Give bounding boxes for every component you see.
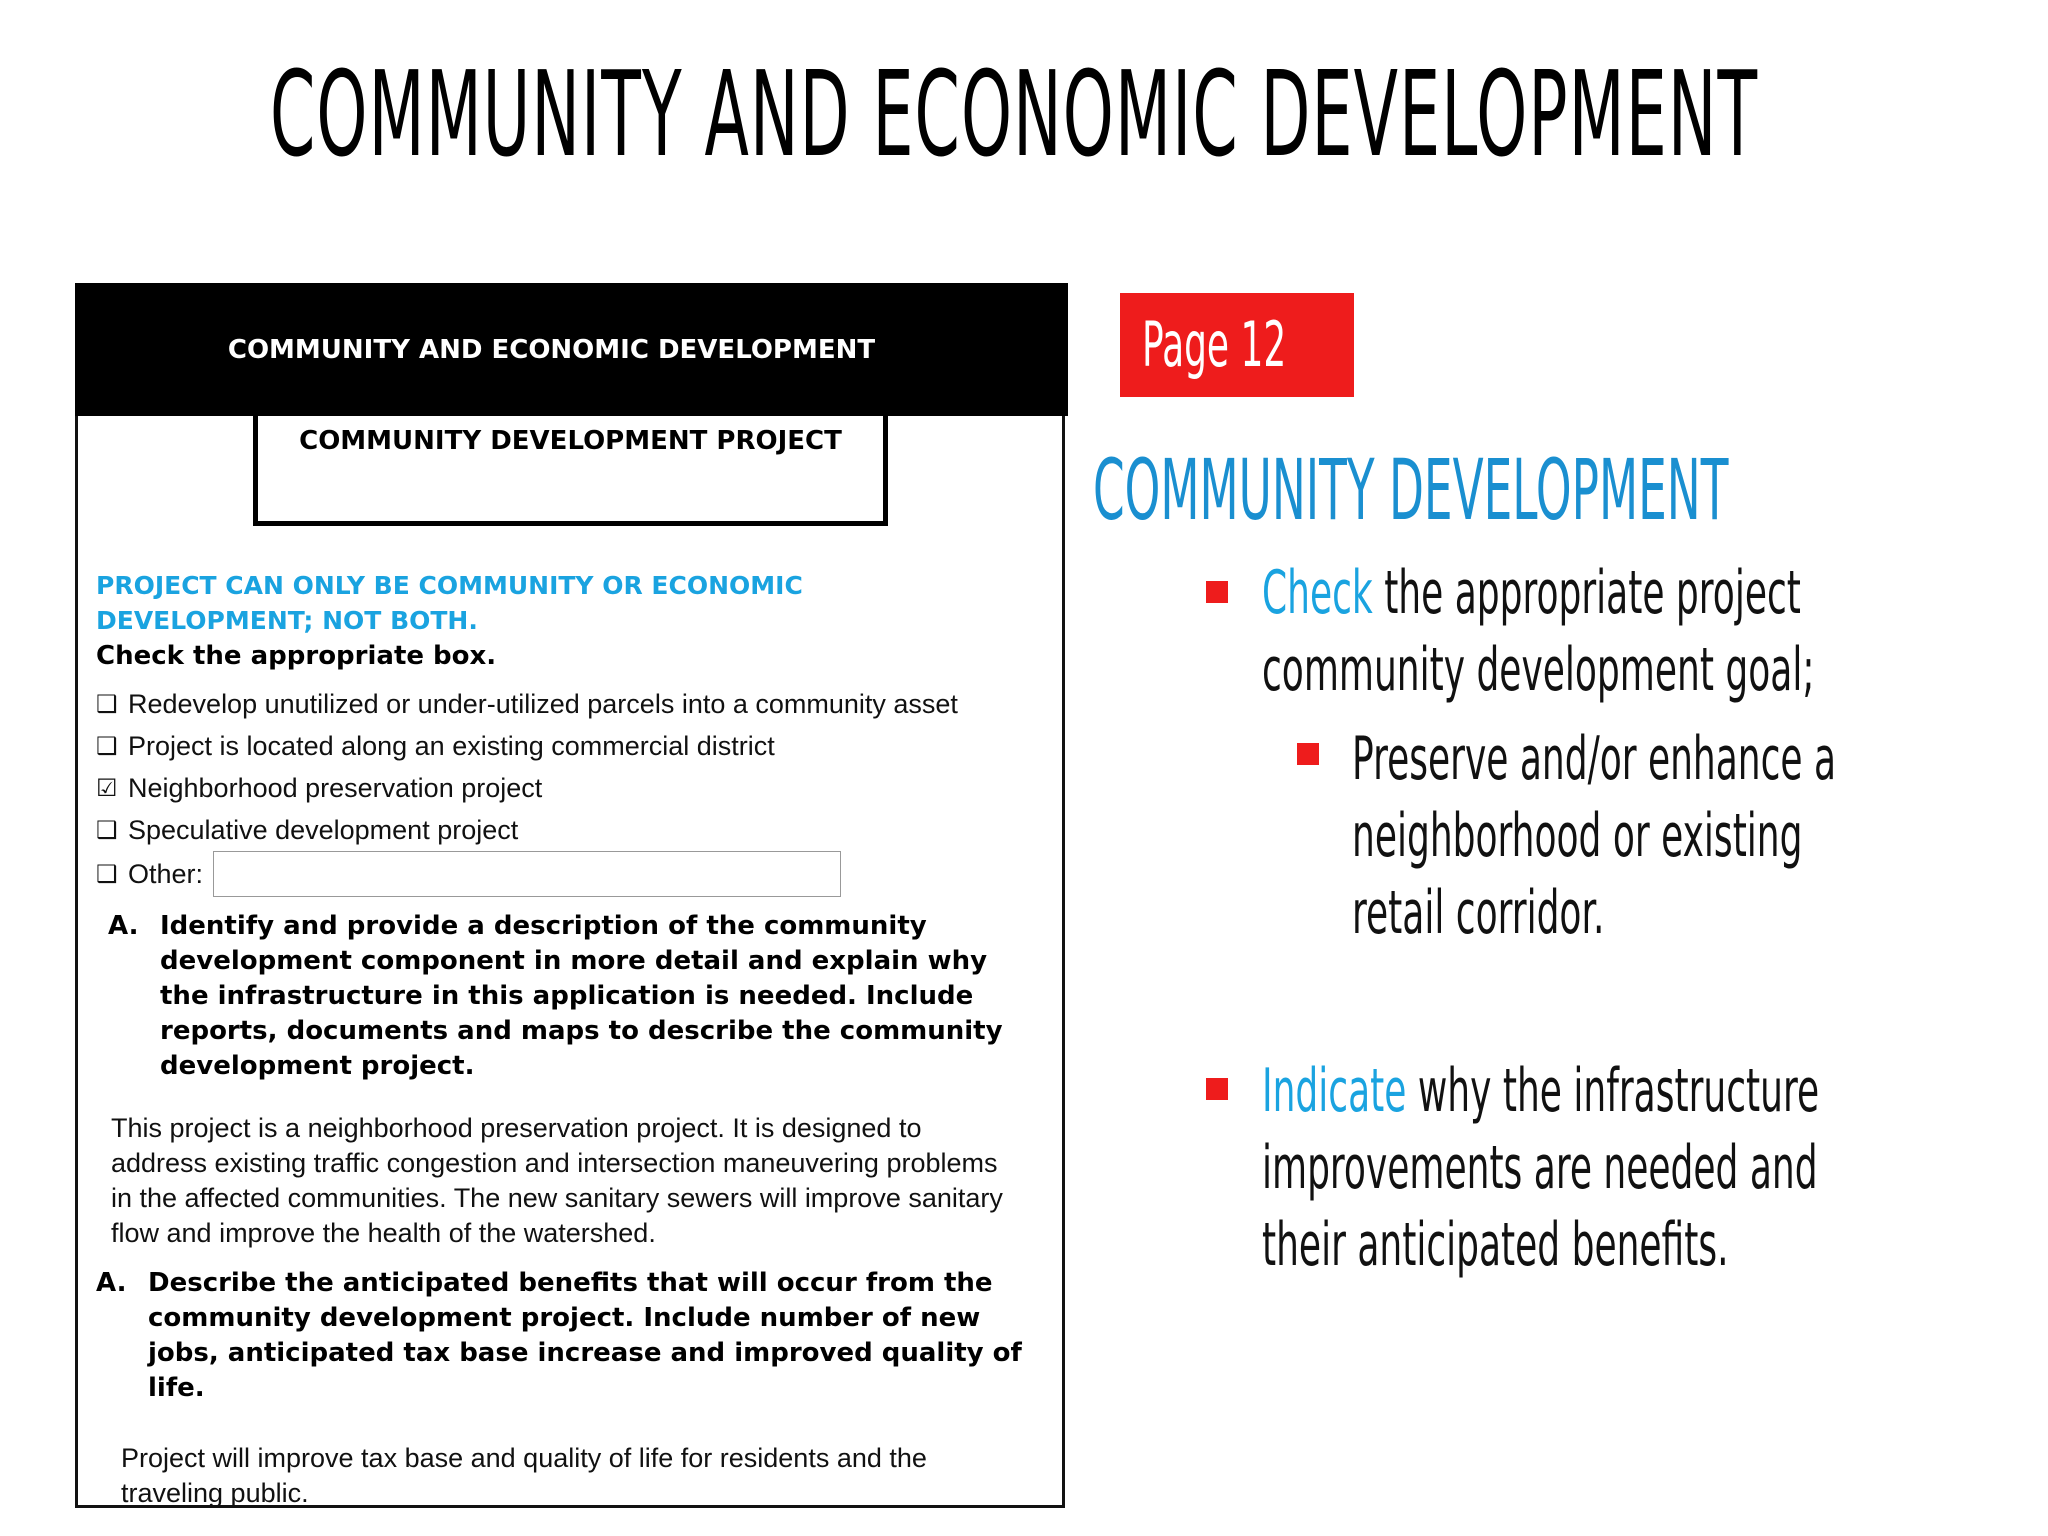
option-neighborhood-preservation[interactable]: [96, 767, 958, 809]
option-list: [96, 683, 958, 897]
question-text: Describe the anticipated benefits that will occur from the community development project. Include number of new jobs, anticipated tax base increase and improved quality of life.: [148, 1268, 1022, 1403]
bullet-accent: Check: [1262, 558, 1373, 628]
option-label: Other:: [128, 859, 204, 889]
option-label: Project is located along an existing commercial district: [128, 731, 775, 761]
form-instruction: Check the appropriate box.: [96, 641, 497, 671]
option-label: Neighborhood preservation project: [128, 773, 543, 803]
question-description: [108, 909, 1008, 1084]
page-badge: [1120, 293, 1354, 397]
bullet-square-icon: [1297, 743, 1319, 765]
form-warning-line: PROJECT CAN ONLY BE COMMUNITY OR ECONOMIC: [96, 571, 803, 600]
application-form: [75, 283, 1065, 1508]
bullet-text: why the infrastructure: [1406, 1056, 1820, 1126]
option-speculative[interactable]: [96, 809, 958, 851]
bullet-text: the appropriate project: [1372, 558, 1801, 628]
other-text-field[interactable]: [213, 851, 841, 897]
option-redevelop[interactable]: [96, 683, 958, 725]
form-warning-line: DEVELOPMENT; NOT BOTH.: [96, 606, 478, 635]
section-heading-text: COMMUNITY DEVELOPMENT: [1093, 441, 1729, 539]
form-header: COMMUNITY AND ECONOMIC DEVELOPMENT: [75, 283, 1068, 416]
checked-checkbox-icon[interactable]: ☑: [96, 774, 118, 802]
section-heading: [1093, 441, 2048, 539]
bullet-line: Preserve and/or enhance a: [1352, 724, 1837, 794]
bullet-line: improvements are needed and: [1262, 1133, 1818, 1203]
question-benefits: [96, 1266, 1046, 1406]
checkbox-icon[interactable]: ❑: [96, 816, 118, 844]
bullet-indicate: [1262, 1053, 2048, 1284]
checkbox-icon[interactable]: ❑: [96, 860, 118, 888]
checkbox-icon[interactable]: ❑: [96, 732, 118, 760]
form-subheader: COMMUNITY DEVELOPMENT PROJECT: [253, 416, 888, 526]
bullet-line: [1262, 1053, 1819, 1130]
slide-title-text: COMMUNITY AND ECONOMIC DEVELOPMENT: [270, 45, 1759, 183]
option-label: Redevelop unutilized or under-utilized parcels into a community asset: [128, 689, 958, 719]
page-badge-text: Page 12: [1142, 308, 1287, 381]
bullet-square-icon: [1206, 1078, 1228, 1100]
option-label: Speculative development project: [128, 815, 519, 845]
question-text: Identify and provide a description of the community development component in more detail and explain why the infrastructure in this application is needed. Include reports, documents and maps to describe the community development project.: [160, 911, 1003, 1081]
bullet-line: their anticipated benefits.: [1262, 1210, 1729, 1280]
question-letter: A.: [96, 1268, 127, 1298]
bullet-square-icon: [1206, 581, 1228, 603]
checkbox-icon[interactable]: ❑: [96, 690, 118, 718]
option-commercial-district[interactable]: [96, 725, 958, 767]
answer-benefits: Project will improve tax base and quality of life for residents and the traveling public.: [121, 1443, 927, 1508]
bullet-line: [1262, 555, 1814, 632]
sub-bullet-preserve: [1352, 721, 2048, 952]
option-other[interactable]: [96, 851, 958, 897]
bullet-line: retail corridor.: [1352, 878, 1605, 948]
form-warning: [96, 568, 896, 638]
bullet-line: community development goal;: [1262, 635, 1815, 705]
bullet-check: [1262, 555, 2048, 709]
question-letter: A.: [108, 911, 139, 941]
bullet-line: neighborhood or existing: [1352, 801, 1803, 871]
answer-description: This project is a neighborhood preservation project. It is designed to address existing traffic congestion and intersection maneuvering problems in the affected communities. The new sanitary sewers will improve sanitary flow and improve the health of the watershed.: [111, 1113, 1003, 1248]
slide-title: [270, 45, 2048, 183]
bullet-accent: Indicate: [1262, 1056, 1407, 1126]
